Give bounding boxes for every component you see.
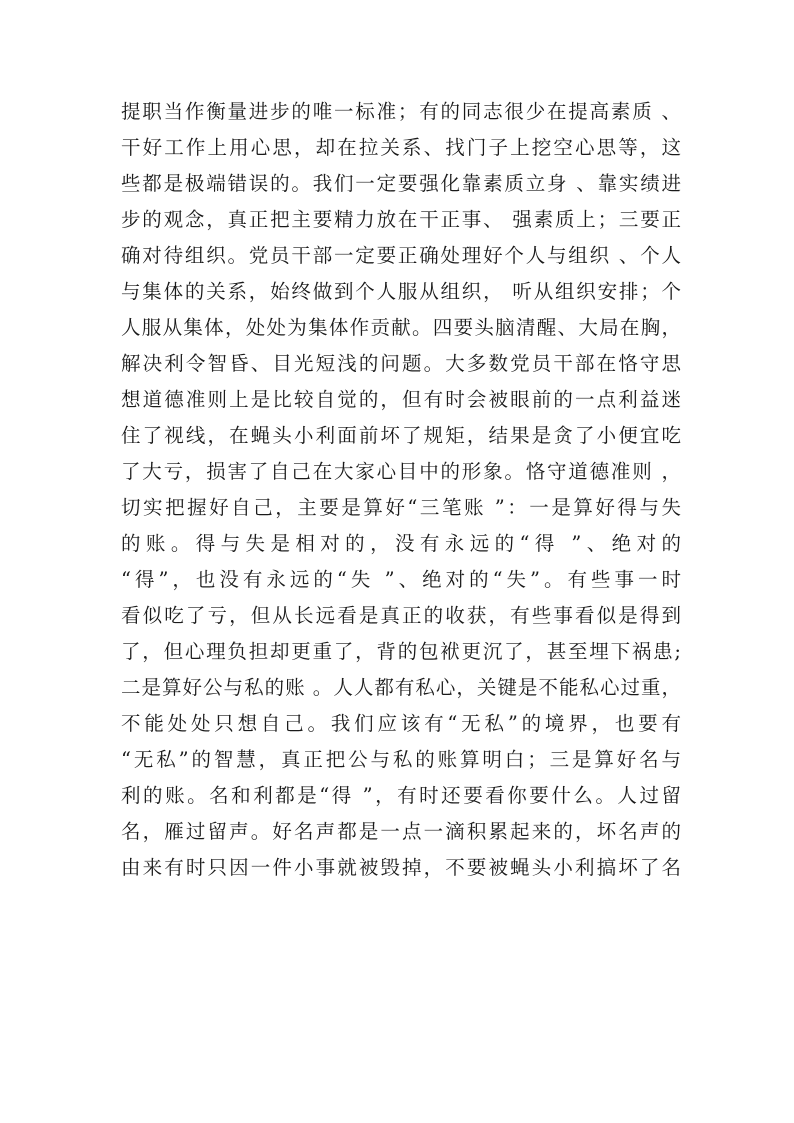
text-line: 人服从集体，处处为集体作贡献。四要头脑清醒、大局在胸， xyxy=(121,316,681,339)
text-line: 住了视线，在蝇头小利面前坏了规矩，结果是贪了小便宜吃 xyxy=(121,424,681,447)
text-line: 二是算好公与私的账 。人人都有私心，关键是不能私心过重， xyxy=(121,676,681,699)
text-line: 看似吃了亏，但从长远看是真正的收获，有些事看似是得到 xyxy=(121,604,681,627)
text-line: 了，但心理负担却更重了，背的包袱更沉了，甚至埋下祸患; xyxy=(121,640,681,663)
text-line: 利的账。名和利都是“得 ”，有时还要看你要什么。人过留 xyxy=(121,784,681,807)
text-line: 与集体的关系，始终做到个人服从组织， 听从组织安排；个 xyxy=(121,280,681,303)
text-line: 切实把握好自己，主要是算好“三笔账 ”：一是算好得与失 xyxy=(121,496,681,519)
text-line: “无私”的智慧，真正把公与私的账算明白；三是算好名与 xyxy=(121,748,681,771)
text-line: 干好工作上用心思，却在拉关系、找门子上挖空心思等，这 xyxy=(121,136,681,159)
body-text xyxy=(121,94,681,886)
text-line: 了大亏，损害了自己在大家心目中的形象。恪守道德准则 ， xyxy=(121,460,681,483)
text-line: 的账。得与失是相对的，没有永远的“得 ”、绝对的 xyxy=(121,532,681,555)
text-line: 些都是极端错误的。我们一定要强化靠素质立身 、靠实绩进 xyxy=(121,172,681,195)
text-line: 解决利令智昏、目光短浅的问题。大多数党员干部在恪守思 xyxy=(121,352,681,375)
text-line: 确对待组织。党员干部一定要正确处理好个人与组织 、个人 xyxy=(121,244,681,267)
text-line: 由来有时只因一件小事就被毁掉，不要被蝇头小利搞坏了名 xyxy=(121,856,681,879)
text-line: 提职当作衡量进步的唯一标准；有的同志很少在提高素质 、 xyxy=(121,100,681,123)
text-line: 想道德准则上是比较自觉的，但有时会被眼前的一点利益迷 xyxy=(121,388,681,411)
text-line: “得”，也没有永远的“失 ”、绝对的“失”。有些事一时 xyxy=(121,568,681,591)
text-line: 名，雁过留声。好名声都是一点一滴积累起来的，坏名声的 xyxy=(121,820,681,843)
text-line: 不能处处只想自己。我们应该有“无私”的境界，也要有 xyxy=(121,712,681,735)
text-line: 步的观念，真正把主要精力放在干正事、 强素质上；三要正 xyxy=(121,208,681,231)
